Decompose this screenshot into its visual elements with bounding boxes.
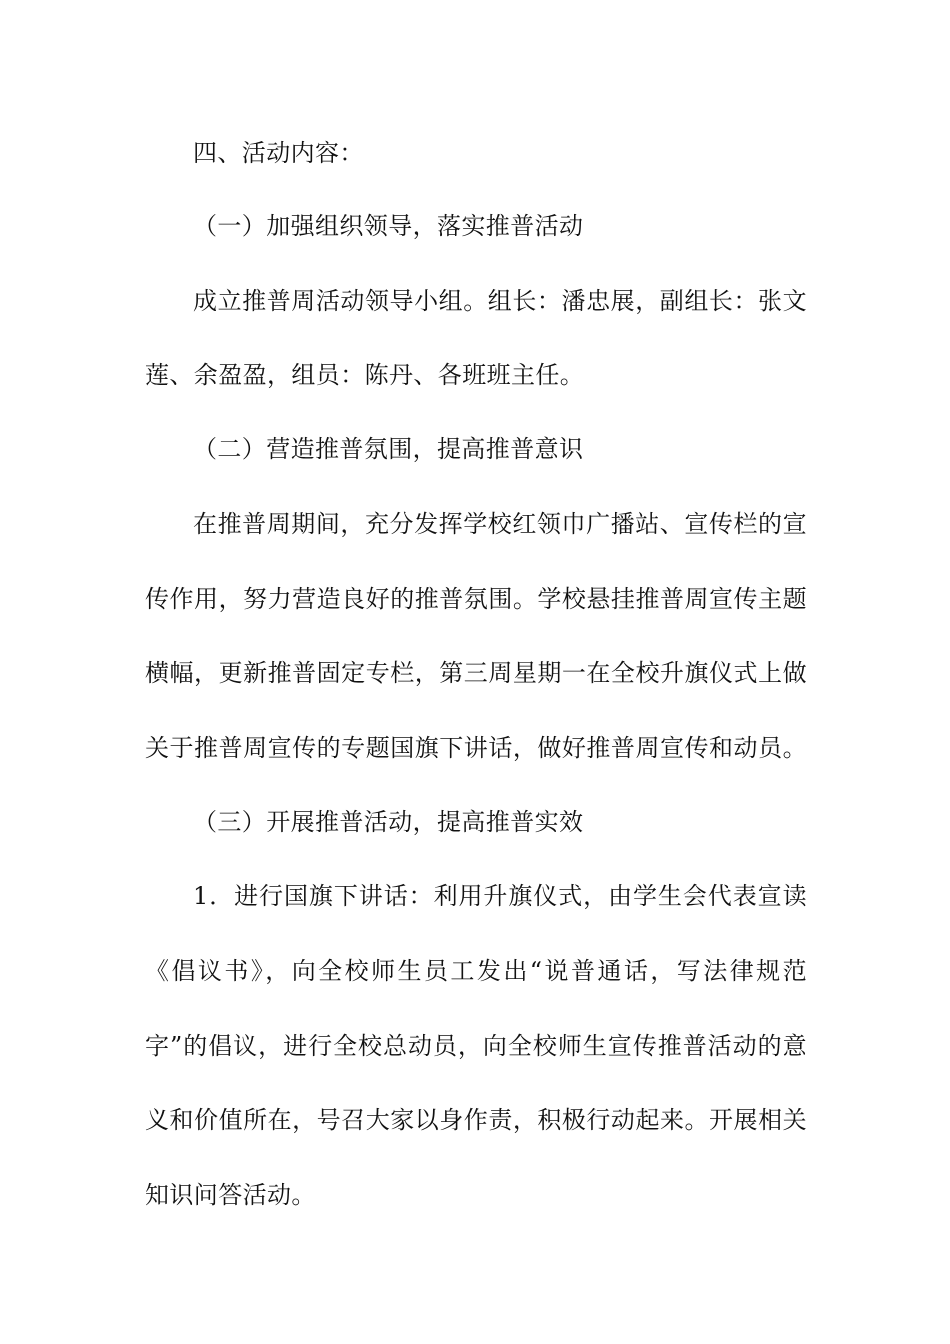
paragraph-1-line-1: 成立推普周活动领导小组。组长：潘忠展，副组长：张文 bbox=[193, 287, 807, 315]
paragraph-3-line-5: 知识问答活动。 bbox=[145, 1181, 316, 1209]
paragraph-2-line-2: 传作用，努力营造良好的推普氛围。学校悬挂推普周宣传主题 bbox=[145, 585, 807, 613]
paragraph-1-line-2: 莲、余盈盈，组员：陈丹、各班班主任。 bbox=[145, 361, 585, 389]
paragraph-3-line-4: 义和价值所在，号召大家以身作责，积极行动起来。开展相关 bbox=[145, 1106, 807, 1134]
paragraph-3-line-3: 字”的倡议，进行全校总动员，向全校师生宣传推普活动的意 bbox=[145, 1032, 807, 1060]
section-heading: 四、活动内容： bbox=[193, 139, 364, 167]
subsection-heading-2: （二）营造推普氛围，提高推普意识 bbox=[193, 435, 584, 463]
paragraph-2-line-1: 在推普周期间，充分发挥学校红领巾广播站、宣传栏的宣 bbox=[193, 510, 807, 538]
paragraph-2-line-3: 横幅，更新推普固定专栏，第三周星期一在全校升旗仪式上做 bbox=[145, 659, 807, 687]
paragraph-2-line-4: 关于推普周宣传的专题国旗下讲话，做好推普周宣传和动员。 bbox=[145, 734, 807, 762]
subsection-heading-1: （一）加强组织领导，落实推普活动 bbox=[193, 212, 584, 240]
paragraph-3-line-2: 《倡议书》，向全校师生员工发出“说普通话，写法律规范 bbox=[145, 957, 807, 985]
paragraph-3-line-1: 1．进行国旗下讲话：利用升旗仪式，由学生会代表宣读 bbox=[193, 882, 807, 910]
subsection-heading-3: （三）开展推普活动，提高推普实效 bbox=[193, 808, 584, 836]
